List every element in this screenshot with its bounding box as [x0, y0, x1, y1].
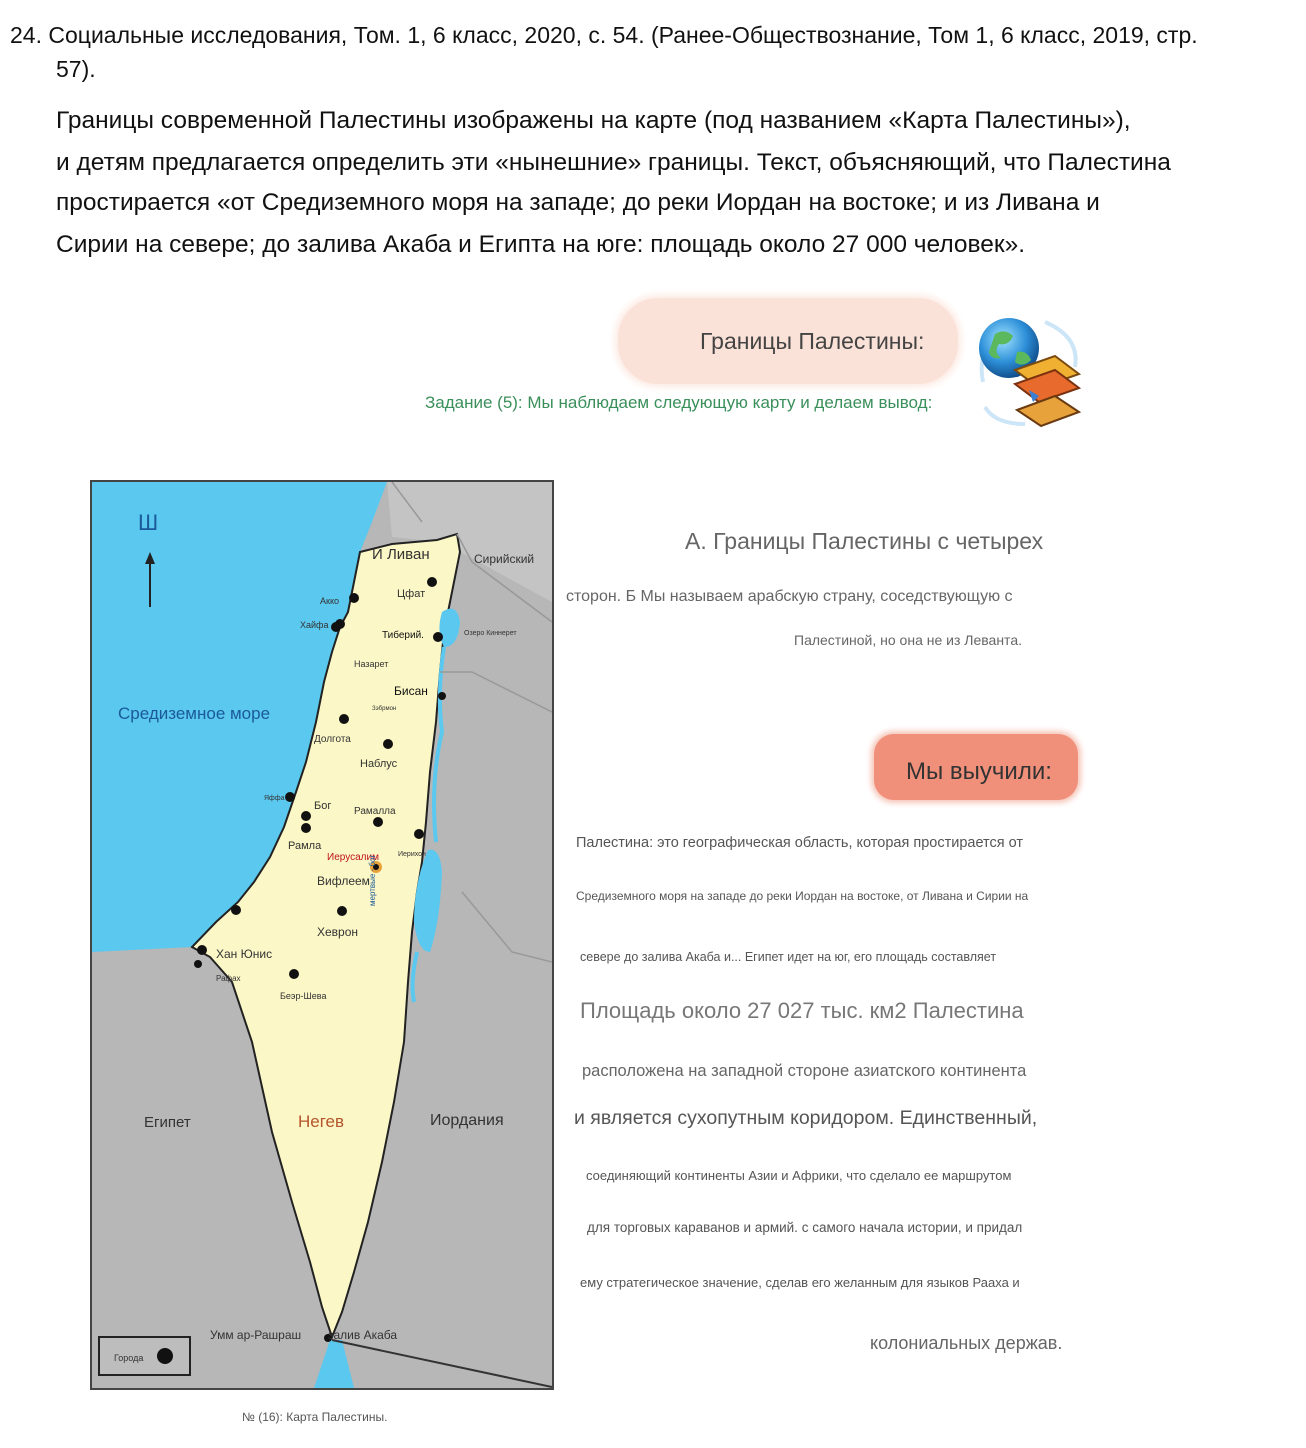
city-haifa: Хайфа [300, 620, 329, 630]
kinneret-lake [439, 609, 460, 647]
learned-line-4: Площадь около 27 027 тыс. км2 Палестина [580, 998, 1024, 1023]
city-bisan: Бисан [394, 684, 428, 698]
learned-line-10: колониальных держав. [870, 1333, 1063, 1353]
city-dot [349, 593, 359, 603]
source-line-1: 24. Социальные исследования, Том. 1, 6 класс, 2020, с. 54. (Ранее-Обществознание, Том 1, 6 класс, 2019, стр. [10, 22, 1198, 48]
city-akko: Акко [320, 596, 339, 606]
learned-line-1: Палестина: это географическая область, которая простирается от [576, 835, 1024, 851]
city-jericho: Иерихон [398, 851, 426, 858]
city-jerusalem: Иерусалим [327, 852, 379, 863]
lebanon-label: И Ливан [372, 546, 430, 563]
city-dot [383, 739, 393, 749]
learned-line-6: и является сухопутным коридором. Единственный, [574, 1107, 1038, 1129]
city-dot [433, 632, 443, 642]
city-khan-yunis: Хан Юнис [216, 947, 273, 961]
city-dot [373, 817, 383, 827]
city-dot [231, 905, 241, 915]
city-rafah: Рафах [216, 974, 241, 983]
city-dot [438, 692, 446, 700]
city-ramalla: Рамалла [354, 806, 396, 817]
city-bethlehem: Вифлеем [317, 874, 370, 888]
city-dot [197, 945, 207, 955]
aqaba-gulf-label: залив Акаба [328, 1328, 398, 1342]
city-nablus: Наблус [360, 758, 398, 770]
globe-layers-icon [975, 312, 1085, 432]
a-line-3: Палестиной, но она не из Леванта. [794, 632, 1022, 648]
city-dot [285, 792, 295, 802]
north-label: Ш [138, 510, 159, 535]
egypt-label: Египет [144, 1114, 191, 1131]
map-palestine [90, 480, 554, 1390]
city-yaffa: Яффа [264, 795, 285, 802]
learned-title: Мы выучили: [906, 758, 1052, 785]
city-nazareth: Назарет [354, 659, 389, 669]
aqaba-gulf [314, 1340, 354, 1388]
city-dot [301, 811, 311, 821]
paragraph-line-1: Границы современной Палестины изображены на карте (под названием «Карта Палестины»), [56, 107, 1131, 134]
city-dot [427, 577, 437, 587]
learned-line-3: севере до залива Акаба и... Египет идет на юг, его площадь составляет [580, 950, 997, 964]
city-dot [289, 969, 299, 979]
city-hebron: Хеврон [317, 925, 359, 939]
city-dot [339, 714, 349, 724]
city-dot [194, 960, 202, 968]
city-dot [337, 906, 347, 916]
city-bog: Бог [314, 800, 332, 812]
legend-label: Города [114, 1353, 144, 1363]
paragraph-line-2: и детям предлагается определить эти «нынешние» границы. Текст, объясняющий, что Палестина [56, 149, 1171, 176]
syria-label: Сирийский [474, 552, 535, 566]
kinneret-label: Озеро Киннерет [464, 630, 517, 637]
city-dot [414, 829, 424, 839]
paragraph-line-3: простирается «от Средиземного моря на западе; до реки Иордан на востоке; и из Ливана и [56, 189, 1100, 216]
paragraph-line-4: Сирии на севере; до залива Акаба и Египта на юге: площадь около 27 000 человек». [56, 231, 1026, 258]
source-line-2: 57). [56, 56, 96, 82]
city-dot [301, 823, 311, 833]
negev-label: Негев [298, 1112, 345, 1131]
legend-dot [157, 1348, 173, 1364]
sea-label: Средиземное море [118, 704, 271, 723]
learned-line-7: соединяющий континенты Азии и Африки, что сделало ее маршрутом [586, 1168, 1012, 1183]
city-dot [331, 622, 341, 632]
learned-line-5: расположена на западной стороне азиатского континента [582, 1062, 1027, 1080]
legend-box [99, 1337, 190, 1375]
a-line-2: сторон. Б Мы называем арабскую страну, соседствующую с [566, 588, 1013, 605]
map-caption: № (16): Карта Палестины. [242, 1410, 388, 1424]
learned-line-8: для торговых караванов и армий. с самого начала истории, и придал [587, 1220, 1023, 1235]
city-beersheba: Беэр-Шева [280, 991, 327, 1001]
learned-line-9: ему стратегическое значение, сделав его желанным для языков Рааха и [580, 1275, 1020, 1290]
city-zebmon: Зэбрмон [372, 706, 397, 712]
city-tiberias: Тиберий. [382, 630, 424, 641]
section-title: Границы Палестины: [700, 328, 925, 354]
city-dolgota: Долгота [314, 734, 351, 745]
a-title: А. Границы Палестины с четырех [685, 528, 1044, 554]
city-umm-rashrash: Умм ар-Рашраш [210, 1328, 302, 1342]
city-ramla: Рамла [288, 840, 322, 852]
task-line: Задание (5): Мы наблюдаем следующую карту и делаем вывод: [425, 393, 933, 412]
city-tsfat: Цфат [397, 588, 426, 600]
learned-line-2: Средиземного моря на западе до реки Иордан на востоке, от Ливана и Сирии на [576, 889, 1029, 903]
dead-sea-label: мертвые - бог [368, 854, 377, 906]
jordan-label: Иордания [430, 1112, 504, 1129]
